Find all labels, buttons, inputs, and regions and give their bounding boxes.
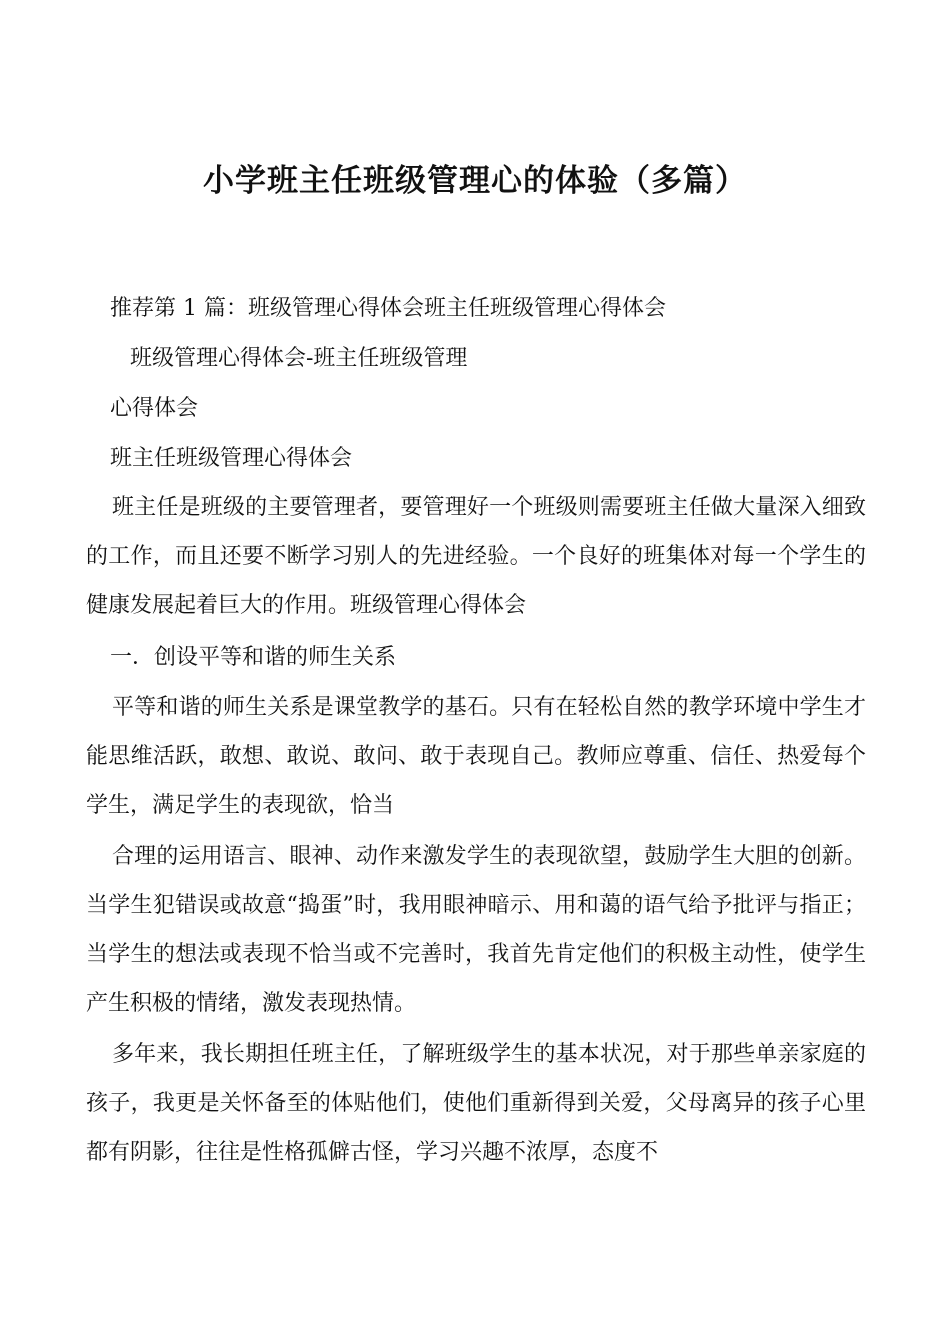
paragraph-2: 平等和谐的师生关系是课堂教学的基石。只有在轻松自然的教学环境中学生才能思维活跃，敢想、敢说、敢问、敢于表现自己。教师应尊重、信任、热爱每个学生，满足学生的表现欲，恰当 <box>86 695 866 818</box>
paragraph-4: 多年来，我长期担任班主任，了解班级学生的基本状况，对于那些单亲家庭的孩子，我更是关怀备至的体贴他们，使他们重新得到关爱，父母离异的孩子心里都有阴影，往往是性格孤僻古怪，学习兴趣不浓厚，态度不 <box>86 1042 866 1165</box>
page-title: 小学班主任班级管理心的体验（多篇） <box>203 163 747 199</box>
subheading-1: 班级管理心得体会-班主任班级管理 <box>130 346 468 371</box>
section-heading-1: 一．创设平等和谐的师生关系 <box>110 645 397 670</box>
subheading-3: 班主任班级管理心得体会 <box>110 446 353 471</box>
recommend-heading: 推荐第 1 篇：班级管理心得体会班主任班级管理心得体会 <box>110 296 666 321</box>
paragraph-1: 班主任是班级的主要管理者，要管理好一个班级则需要班主任做大量深入细致的工作，而且还要不断学习别人的先进经验。一个良好的班集体对每一个学生的健康发展起着巨大的作用。班级管理心得体会 <box>86 495 866 618</box>
paragraph-3: 合理的运用语言、眼神、动作来激发学生的表现欲望，鼓励学生大胆的创新。当学生犯错误或故意“捣蛋”时，我用眼神暗示、用和蔼的语气给予批评与指正；当学生的想法或表现不恰当或不完善时，我首先肯定他们的积极主动性，使学生产生积极的情绪，激发表现热情。 <box>86 844 866 1016</box>
subheading-2: 心得体会 <box>110 396 199 421</box>
